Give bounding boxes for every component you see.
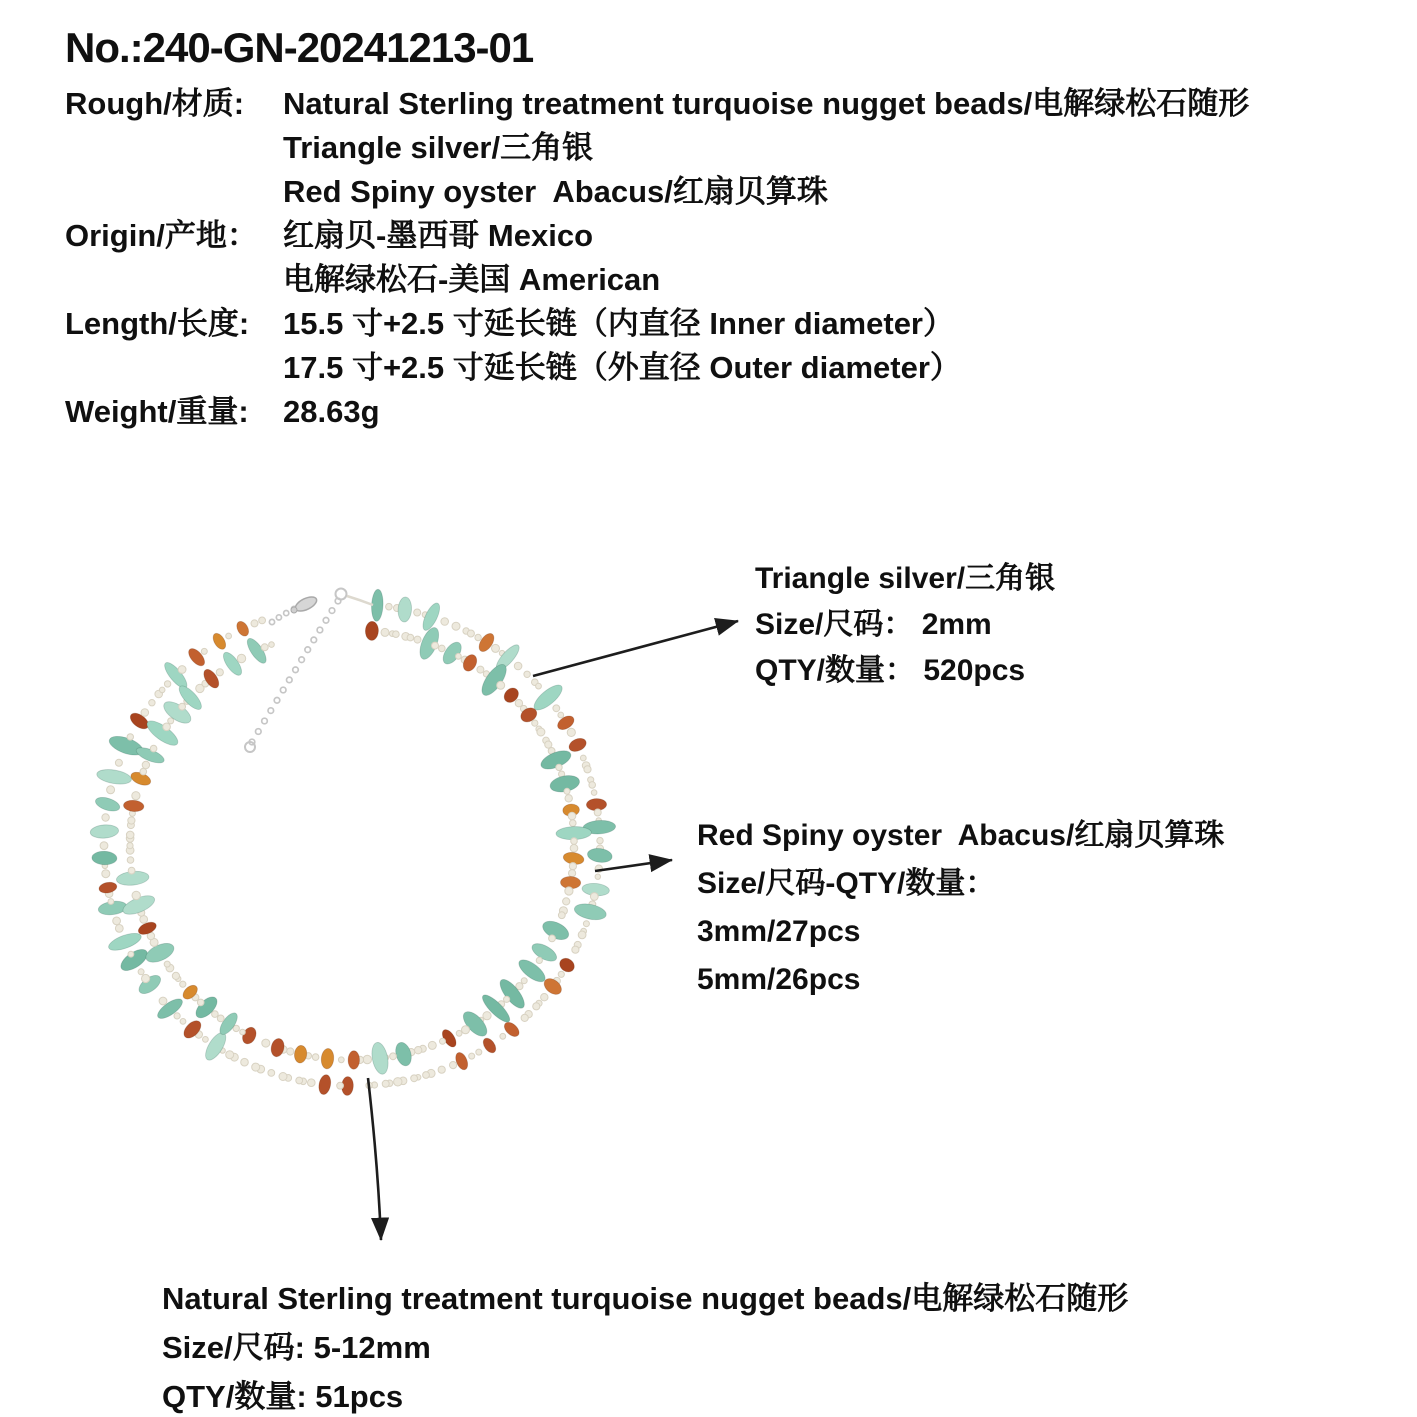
- spec-value-origin-1: 红扇贝-墨西哥 Mexico: [283, 218, 594, 253]
- callout-red-spiny-title: Red Spiny oyster Abacus/红扇贝算珠: [697, 819, 1225, 852]
- spec-label-origin: Origin/产地：: [65, 218, 258, 253]
- callout-triangle-silver-size: Size/尺码： 2mm: [755, 608, 992, 641]
- callout-turquoise-nugget: [162, 1274, 1128, 1417]
- spec-value-rough-2: Triangle silver/三角银: [283, 130, 594, 165]
- callout-red-spiny-size-qty: Size/尺码-QTY/数量：: [697, 867, 996, 900]
- spec-value-origin-2: 电解绿松石-美国 American: [283, 262, 661, 297]
- spec-label-weight: Weight/重量:: [65, 394, 249, 429]
- spec-label-rough: Rough/材质:: [65, 86, 245, 121]
- callout-triangle-silver: [755, 556, 1055, 694]
- arrow-turquoise-nugget: [368, 1078, 381, 1240]
- callout-red-spiny-row1: 3mm/27pcs: [697, 915, 861, 948]
- callout-turquoise-title: Natural Sterling treatment turquoise nugget beads/电解绿松石随形: [162, 1281, 1129, 1316]
- spec-value-rough-1: Natural Sterling treatment turquoise nugget beads/电解绿松石随形: [283, 86, 1250, 121]
- arrow-triangle-silver: [533, 621, 738, 676]
- spec-label-length: Length/长度:: [65, 306, 250, 341]
- spec-value-length-2: 17.5 寸+2.5 寸延长链（外直径 Outer diameter）: [283, 350, 961, 385]
- callout-red-spiny-oyster: [697, 812, 1224, 1004]
- callout-turquoise-size: Size/尺码: 5-12mm: [162, 1330, 431, 1365]
- callout-turquoise-qty: QTY/数量: 51pcs: [162, 1379, 404, 1414]
- callout-triangle-silver-title: Triangle silver/三角银: [755, 562, 1056, 595]
- spec-value-rough-3: Red Spiny oyster Abacus/红扇贝算珠: [283, 174, 828, 209]
- callout-triangle-silver-qty: QTY/数量： 520pcs: [755, 654, 1026, 687]
- spec-value-length-1: 15.5 寸+2.5 寸延长链（内直径 Inner diameter）: [283, 306, 954, 341]
- product-number: No.:240-GN-20241213-01: [65, 24, 534, 71]
- callout-red-spiny-row2: 5mm/26pcs: [697, 963, 861, 996]
- spec-value-weight: 28.63g: [283, 394, 380, 429]
- necklace-image: [90, 589, 616, 1096]
